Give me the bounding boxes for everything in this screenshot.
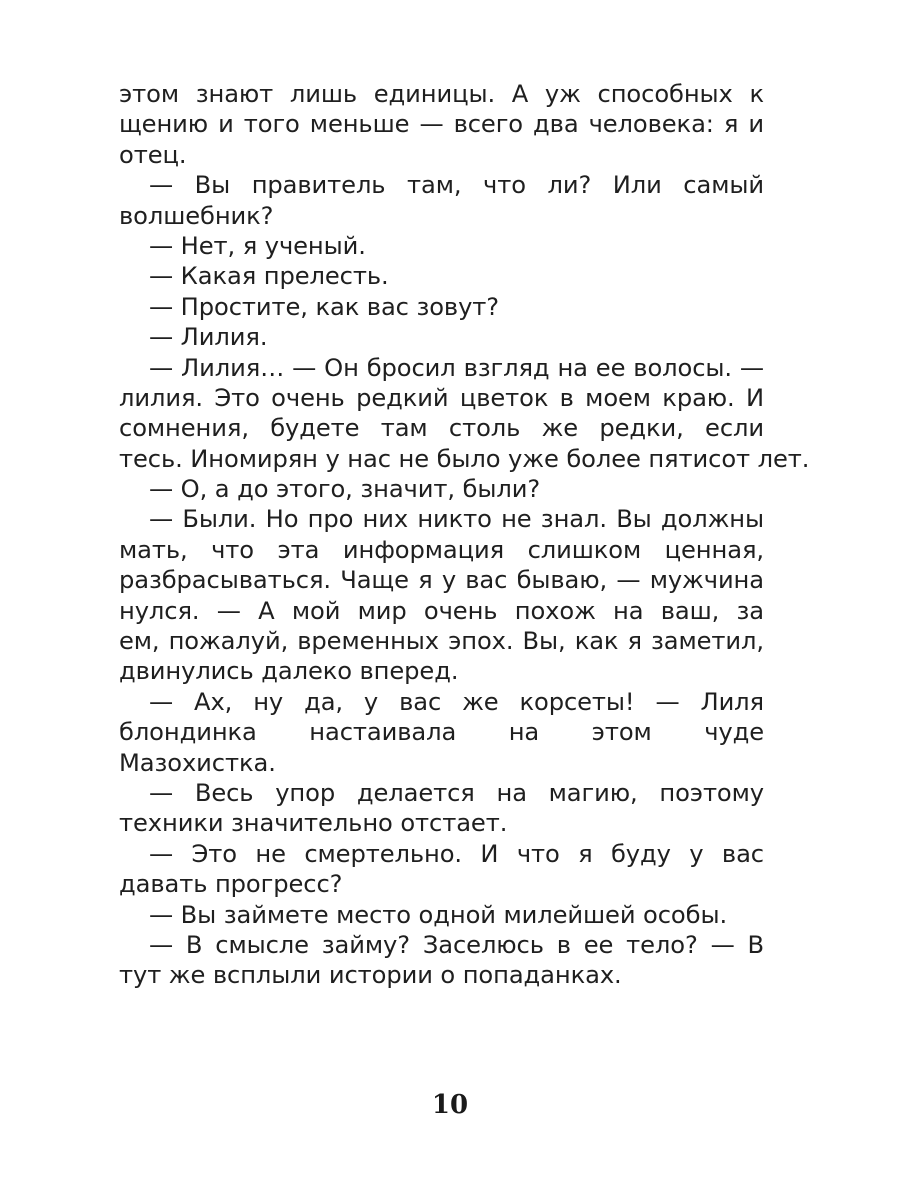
text-line: — Какая прелесть.: [149, 262, 389, 291]
text-line: блондинка настаивала на этом чуде: [119, 718, 764, 747]
text-line: — О, а до этого, значит, были?: [149, 475, 541, 504]
text-line: мать, что эта информация слишком ценная,: [119, 535, 764, 564]
text-line: — Весь упор делается на магию, поэтому: [149, 778, 764, 807]
text-line: — Лилия.: [149, 323, 268, 352]
text-line: — Вы правитель там, что ли? Или самый: [149, 171, 764, 200]
text-line: отец.: [119, 140, 187, 169]
text-line: этом знают лишь единицы. А уж способных к: [119, 80, 764, 108]
text-line: — Вы займете место одной милейшей особы.: [149, 900, 728, 929]
text-line: — Лилия… — Он бросил взгляд на ее волосы. —: [149, 353, 764, 382]
text-line: ем, пожалуй, временных эпох. Вы, как я заметил,: [119, 627, 764, 656]
text-line: техники значительно отстает.: [119, 809, 508, 838]
text-line: разбрасываться. Чаще я у вас бываю, — мужчина: [119, 566, 764, 595]
body-text: [119, 79, 810, 991]
text-line: — Простите, как вас зовут?: [149, 292, 500, 321]
text-line: Мазохистка.: [119, 748, 276, 777]
text-line: нулся. — А мой мир очень похож на ваш, за: [119, 596, 764, 625]
text-line: — Были. Но про них никто не знал. Вы должны: [149, 505, 764, 534]
text-line: — Нет, я ученый.: [149, 231, 366, 260]
text-line: щению и того меньше — всего два человека: я и: [119, 110, 764, 139]
text-line: двинулись далеко вперед.: [119, 657, 459, 686]
text-line: волшебник?: [119, 201, 274, 230]
text-line: — Ах, ну да, у вас же корсеты! — Лиля: [149, 687, 764, 716]
text-line: тесь. Иномирян у нас не было уже более пятисот лет.: [119, 444, 810, 473]
text-line: давать прогресс?: [119, 870, 343, 899]
text-line: тут же всплыли истории о попаданках.: [119, 961, 622, 990]
text-line: лилия. Это очень редкий цветок в моем краю. И: [119, 383, 764, 412]
text-line: сомнения, будете там столь же редки, если: [119, 414, 764, 443]
text-line: — В смысле займу? Заселюсь в ее тело? — В: [149, 930, 764, 959]
page-number: 10: [431, 1090, 469, 1120]
text-line: — Это не смертельно. И что я буду у вас: [149, 839, 764, 868]
